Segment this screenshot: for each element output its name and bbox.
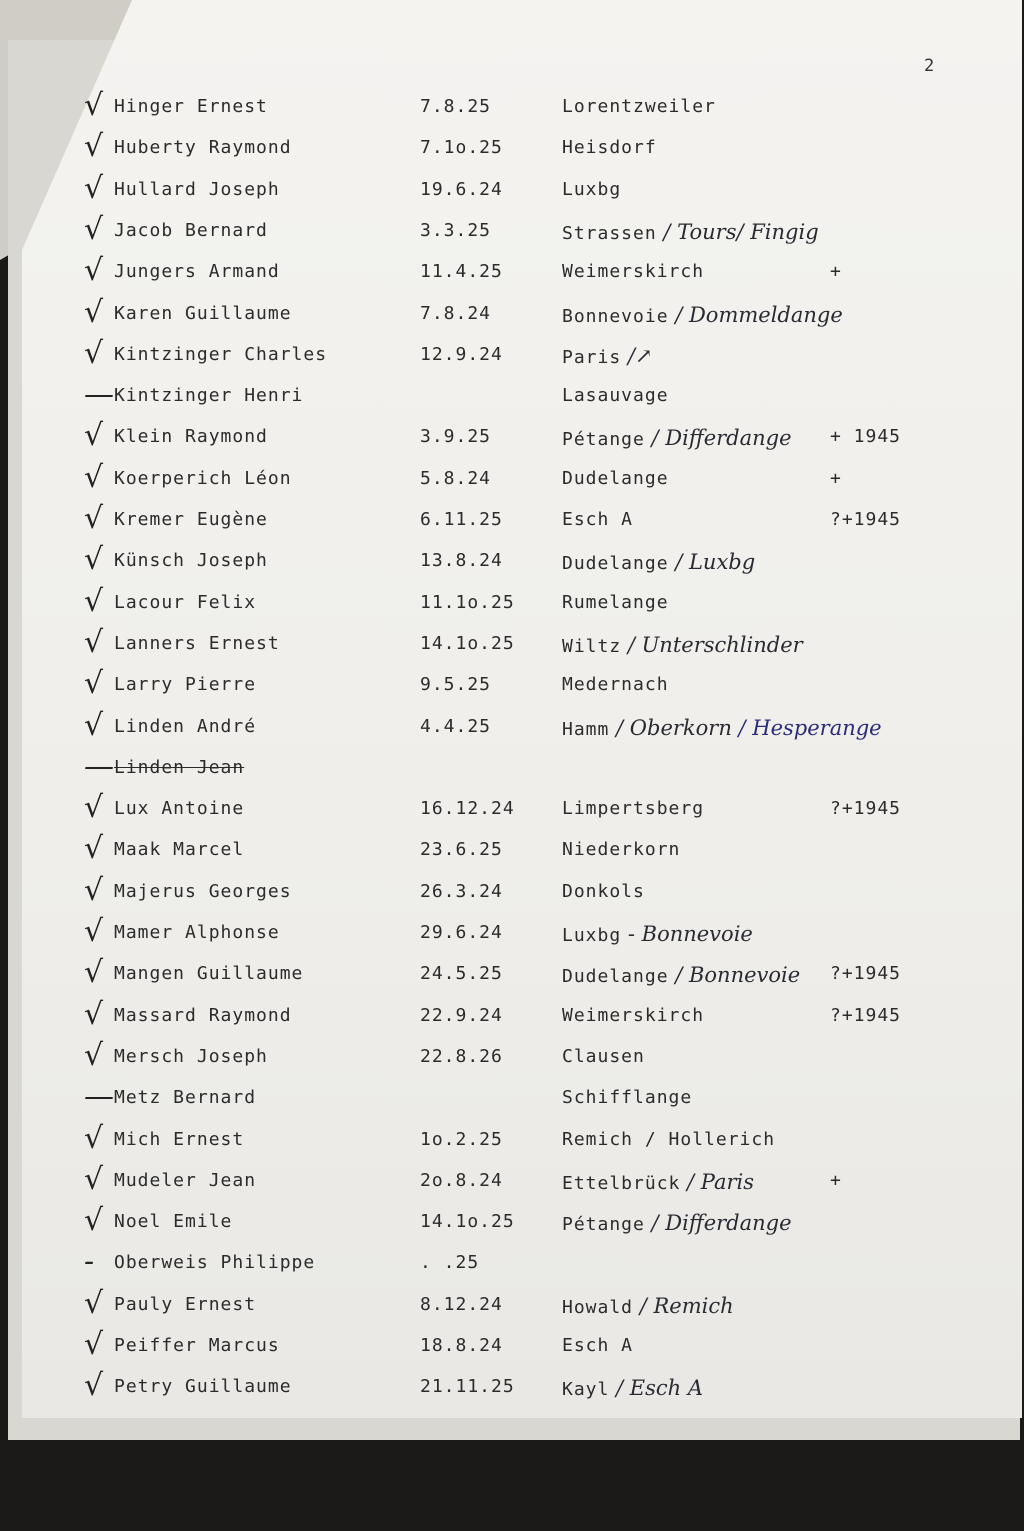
person-name: Kremer Eugène — [114, 509, 268, 530]
place-cell — [562, 798, 704, 819]
place-cell — [562, 881, 645, 902]
place-name: Esch A — [562, 1335, 634, 1356]
place-cell — [562, 509, 633, 530]
check-mark: √ — [84, 1285, 105, 1321]
list-row — [0, 1079, 1024, 1127]
place-name: Lorentzweiler — [562, 96, 716, 117]
person-name: Pauly Ernest — [114, 1293, 257, 1315]
list-row — [0, 542, 1024, 590]
check-mark: √ — [84, 666, 105, 702]
check-mark: √ — [84, 955, 105, 991]
list-row — [0, 418, 1024, 466]
death-note: ?+1945 — [830, 1004, 902, 1026]
place-name: Clausen — [562, 1045, 645, 1067]
handwritten-note: / Differdange — [644, 426, 792, 451]
place-cell — [562, 96, 716, 117]
check-mark: √ — [84, 790, 105, 826]
death-note: ?+1945 — [830, 963, 902, 985]
list-row — [0, 253, 1024, 301]
check-mark: √ — [84, 418, 105, 454]
handwritten-note: / Luxbg — [668, 550, 756, 575]
death-note: ?+1945 — [830, 509, 902, 530]
list-row — [0, 459, 1024, 508]
check-mark: √ — [84, 914, 105, 949]
check-mark: √ — [84, 1203, 105, 1239]
check-mark: √ — [84, 624, 105, 660]
birth-date: 14.1o.25 — [420, 632, 515, 654]
birth-date: 7.1o.25 — [420, 137, 503, 159]
handwritten-note: / Unterschlinder — [621, 632, 803, 657]
place-name: Weimerskirch — [562, 261, 705, 283]
person-name: Mamer Alphonse — [114, 922, 280, 943]
place-name: Kayl — [562, 1379, 610, 1401]
birth-date: 11.1o.25 — [420, 591, 515, 613]
place-name: Dudelange — [562, 553, 669, 575]
person-name: Linden Jean — [114, 756, 245, 778]
list-row — [0, 1285, 1024, 1334]
place-cell — [562, 592, 669, 613]
check-mark: √ — [84, 459, 105, 495]
handwritten-note-blue: / Hesperange — [731, 715, 882, 740]
person-name: Maak Marcel — [114, 839, 245, 861]
check-mark: √ — [84, 707, 105, 743]
person-name: Lanners Ernest — [114, 632, 280, 654]
place-name: Howald — [562, 1296, 634, 1318]
list-row — [0, 211, 1024, 260]
check-mark: — — [84, 377, 115, 413]
list-row — [0, 955, 1024, 1003]
place-cell — [562, 1335, 633, 1356]
birth-date: 7.8.25 — [420, 96, 492, 117]
handwritten-note: / Differdange — [644, 1211, 792, 1236]
handwritten-note: / Remich — [633, 1293, 734, 1318]
place-cell — [562, 1170, 754, 1194]
handwritten-note: - Bonnevoie — [621, 922, 753, 946]
death-note: + — [830, 261, 842, 283]
birth-date: 1o.2.25 — [420, 1128, 503, 1150]
birth-date: 2o.8.24 — [420, 1169, 503, 1191]
person-name: Mudeler Jean — [114, 1169, 257, 1191]
list-row — [0, 872, 1024, 921]
birth-date: . .25 — [420, 1252, 480, 1274]
place-name: Dudelange — [562, 966, 669, 988]
check-mark: √ — [84, 129, 105, 165]
check-mark: √ — [84, 872, 105, 908]
place-cell — [562, 674, 669, 695]
place-name: Remich / Hollerich — [562, 1128, 776, 1150]
person-name: Petry Guillaume — [114, 1376, 292, 1398]
birth-date: 16.12.24 — [420, 798, 515, 820]
place-cell — [562, 220, 819, 244]
place-cell — [562, 303, 843, 327]
list-row — [0, 1037, 1024, 1086]
person-name: Oberweis Philippe — [114, 1252, 316, 1274]
place-name: Weimerskirch — [562, 1004, 705, 1026]
birth-date: 23.6.25 — [420, 839, 503, 861]
list-row — [0, 707, 1024, 756]
check-mark: √ — [84, 1120, 105, 1156]
list-row — [0, 294, 1024, 343]
place-name: Lasauvage — [562, 385, 669, 407]
place-name: Paris — [562, 346, 622, 368]
person-name: Klein Raymond — [114, 426, 268, 448]
birth-date: 22.8.26 — [420, 1045, 503, 1067]
handwritten-note: / Esch A — [609, 1376, 704, 1401]
birth-date: 14.1o.25 — [420, 1211, 515, 1233]
check-mark: √ — [84, 211, 105, 247]
birth-date: 29.6.24 — [420, 922, 503, 943]
birth-date: 3.3.25 — [420, 219, 492, 241]
check-mark: √ — [84, 253, 105, 289]
place-name: Rumelange — [562, 591, 669, 613]
birth-date: 6.11.25 — [420, 509, 503, 530]
place-name: Heisdorf — [562, 137, 657, 159]
place-name: Donkols — [562, 880, 645, 902]
place-cell — [562, 716, 882, 740]
place-cell — [562, 1294, 734, 1318]
person-name: Metz Bernard — [114, 1087, 257, 1109]
place-name: Niederkorn — [562, 839, 681, 861]
list-row — [0, 914, 1024, 962]
person-name: Karen Guillaume — [114, 302, 292, 324]
check-mark: √ — [84, 294, 105, 330]
list-row — [0, 583, 1024, 632]
person-name: Mangen Guillaume — [114, 963, 304, 985]
place-cell — [562, 1376, 703, 1400]
person-name: Hinger Ernest — [114, 96, 268, 117]
place-name: Ettelbrück — [562, 1172, 681, 1194]
person-name: Lacour Felix — [114, 591, 257, 613]
check-mark: √ — [84, 335, 105, 371]
check-mark: √ — [84, 1037, 105, 1073]
check-mark: √ — [84, 501, 105, 536]
place-name: Wiltz — [562, 635, 622, 657]
check-mark: — — [84, 748, 115, 784]
person-name: Linden André — [114, 715, 257, 737]
place-name: Luxbg — [562, 925, 622, 946]
person-name: Hullard Joseph — [114, 178, 280, 200]
list-row — [0, 1244, 1024, 1292]
place-cell — [562, 1046, 645, 1067]
birth-date: 5.8.24 — [420, 467, 492, 489]
death-note: ?+1945 — [830, 798, 902, 820]
birth-date: 9.5.25 — [420, 674, 492, 696]
list-row — [0, 1368, 1024, 1416]
person-name: Jacob Bernard — [114, 219, 268, 241]
place-name: Limpertsberg — [562, 798, 705, 820]
list-row — [0, 1327, 1024, 1375]
place-name: Medernach — [562, 674, 669, 696]
list-row — [0, 996, 1024, 1045]
place-name: Pétange — [562, 429, 645, 451]
birth-date: 12.9.24 — [420, 343, 503, 365]
check-mark: - — [84, 1244, 96, 1280]
handwritten-note: / Paris — [680, 1169, 755, 1194]
person-name: Huberty Raymond — [114, 137, 292, 159]
check-mark: √ — [84, 831, 105, 867]
birth-date: 18.8.24 — [420, 1335, 503, 1356]
check-mark: √ — [84, 542, 105, 578]
birth-date: 19.6.24 — [420, 178, 503, 200]
person-name: Massard Raymond — [114, 1004, 292, 1026]
place-cell — [562, 179, 621, 200]
birth-date: 8.12.24 — [420, 1293, 503, 1315]
place-cell — [562, 426, 792, 450]
list-row — [0, 88, 1024, 136]
check-mark: √ — [84, 1368, 105, 1404]
list-row — [0, 129, 1024, 177]
place-cell — [562, 922, 753, 946]
death-note: + — [830, 467, 842, 489]
birth-date: 24.5.25 — [420, 963, 503, 985]
birth-date: 7.8.24 — [420, 302, 492, 324]
place-name: Esch A — [562, 509, 634, 530]
person-name: Jungers Armand — [114, 261, 280, 283]
page-number: 2 — [924, 56, 935, 76]
handwritten-note: / Bonnevoie — [668, 963, 801, 988]
place-name: Bonnevoie — [562, 305, 669, 327]
birth-date: 4.4.25 — [420, 715, 492, 737]
death-note: + 1945 — [830, 426, 902, 448]
check-mark: √ — [84, 170, 105, 206]
list-row — [0, 1120, 1024, 1169]
place-cell — [562, 385, 669, 406]
person-name: Kintzinger Henri — [114, 385, 304, 407]
death-note: + — [830, 1169, 842, 1191]
person-name: Künsch Joseph — [114, 550, 268, 572]
birth-date: 11.4.25 — [420, 261, 503, 283]
check-mark: — — [84, 1079, 115, 1115]
person-name: Mich Ernest — [114, 1128, 245, 1150]
place-cell — [562, 963, 800, 987]
place-cell — [562, 1211, 792, 1235]
place-name: Pétange — [562, 1214, 645, 1236]
place-name: Luxbg — [562, 178, 622, 200]
place-cell — [562, 468, 669, 489]
list-row — [0, 666, 1024, 714]
check-mark: √ — [84, 583, 105, 619]
person-name: Lux Antoine — [114, 798, 245, 820]
handwritten-note: / Dommeldange — [668, 302, 843, 327]
place-cell — [562, 137, 657, 158]
birth-date: 26.3.24 — [420, 880, 503, 902]
place-name: Hamm — [562, 718, 610, 740]
place-cell — [562, 839, 680, 860]
person-name: Koerperich Léon — [114, 467, 292, 489]
person-name: Peiffer Marcus — [114, 1335, 280, 1356]
list-row — [0, 1161, 1024, 1210]
list-row — [0, 831, 1024, 879]
check-mark: √ — [84, 88, 105, 123]
handwritten-note: /↗ — [621, 343, 653, 368]
birth-date: 21.11.25 — [420, 1376, 515, 1398]
birth-date: 3.9.25 — [420, 426, 492, 448]
place-cell — [562, 633, 803, 657]
birth-date: 22.9.24 — [420, 1004, 503, 1026]
place-cell — [562, 344, 653, 368]
list-row — [0, 624, 1024, 673]
handwritten-note: / Tours/ Fingig — [656, 219, 819, 244]
birth-date: 13.8.24 — [420, 550, 503, 572]
list-row — [0, 790, 1024, 838]
list-row — [0, 1203, 1024, 1251]
check-mark: √ — [84, 996, 105, 1032]
list-row — [0, 501, 1024, 549]
place-cell — [562, 1129, 775, 1150]
person-name: Majerus Georges — [114, 880, 292, 902]
list-row — [0, 377, 1024, 425]
person-name: Mersch Joseph — [114, 1045, 268, 1067]
list-row — [0, 170, 1024, 219]
place-name: Schifflange — [562, 1087, 693, 1109]
place-name: Strassen — [562, 222, 657, 244]
list-row — [0, 335, 1024, 384]
place-cell — [562, 550, 755, 574]
place-cell — [562, 261, 704, 282]
place-cell — [562, 1005, 704, 1026]
person-name: Noel Emile — [114, 1211, 233, 1233]
place-name: Dudelange — [562, 467, 669, 489]
check-mark: √ — [84, 1327, 105, 1362]
handwritten-note: / Oberkorn — [609, 715, 732, 740]
person-name: Kintzinger Charles — [114, 343, 328, 365]
check-mark: √ — [84, 1161, 105, 1197]
list-row — [0, 748, 1024, 797]
place-cell — [562, 1087, 692, 1108]
person-name: Larry Pierre — [114, 674, 257, 696]
